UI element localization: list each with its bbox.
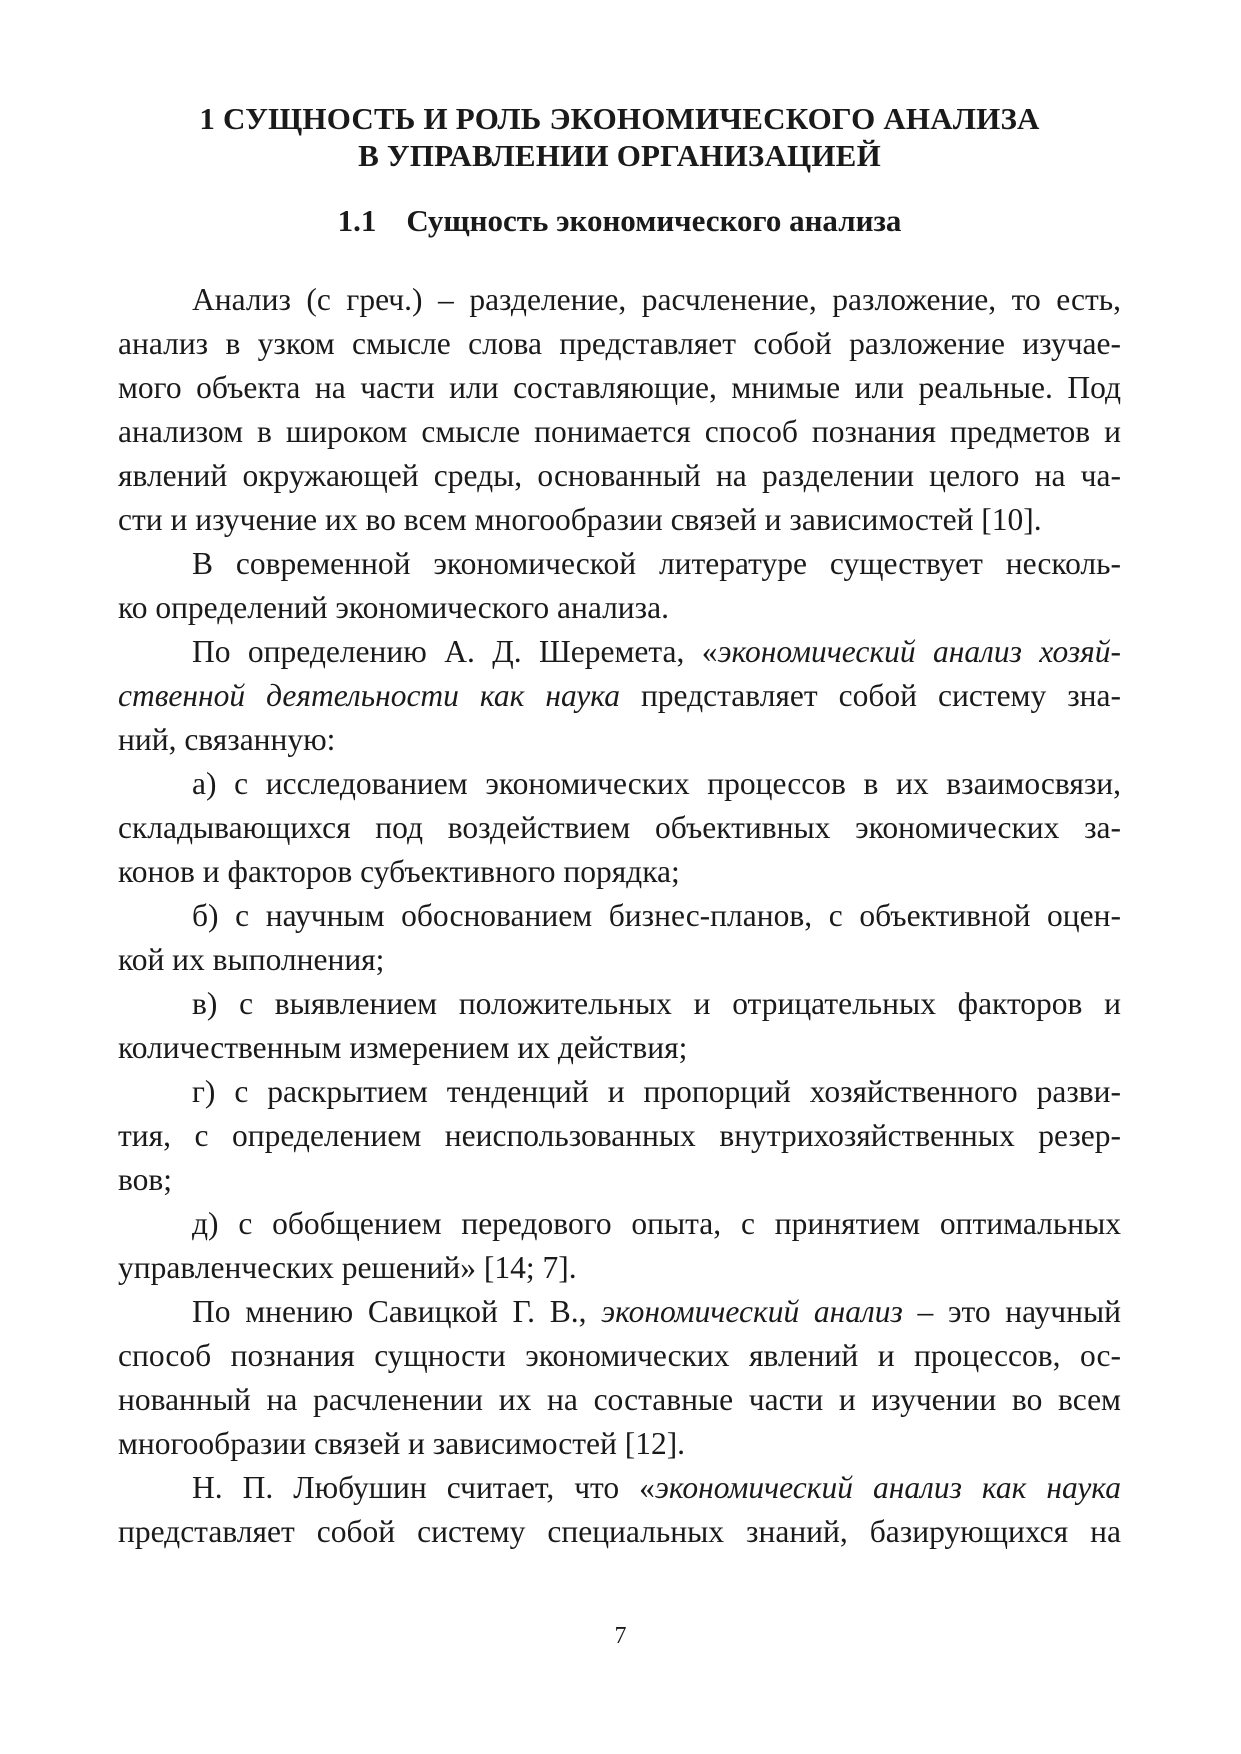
text-run: представляет собой систему зна- bbox=[619, 678, 1121, 713]
chapter-title-line-2: В УПРАВЛЕНИИ ОРГАНИЗАЦИЕЙ bbox=[358, 138, 881, 173]
text-run: По определению А. Д. Шеремета, « bbox=[192, 634, 718, 669]
emphasis-text: экономический анализ bbox=[601, 1294, 903, 1329]
text-run: Н. П. Любушин считает, что « bbox=[192, 1470, 655, 1505]
text-line: анализ в узком смысле слова представляет собой разложение изучае- bbox=[118, 326, 1121, 361]
text-line: тия, с определением неиспользованных внутрихозяйственных резер- bbox=[118, 1118, 1121, 1153]
list-item-a bbox=[118, 762, 1121, 894]
text-line: Анализ (с греч.) – разделение, расчленение, разложение, то есть, bbox=[192, 282, 1121, 317]
text-line: нованный на расчленении их на составные части и изучении во всем bbox=[118, 1382, 1121, 1417]
text-line: б) с научным обоснованием бизнес-планов, с объективной оцен- bbox=[192, 898, 1121, 933]
text-line: В современной экономической литературе существует несколь- bbox=[192, 546, 1121, 581]
list-item-g bbox=[118, 1070, 1121, 1202]
text-line: способ познания сущности экономических явлений и процессов, ос- bbox=[118, 1338, 1121, 1373]
emphasis-text: экономический анализ как наука bbox=[654, 1470, 1121, 1505]
section-title bbox=[118, 202, 1121, 240]
text-line: сти и изучение их во всем многообразии связей и зависимостей [10]. bbox=[118, 502, 1042, 537]
text-line: мого объекта на части или составляющие, мнимые или реальные. Под bbox=[118, 370, 1121, 405]
text-line: явлений окружающей среды, основанный на разделении целого на ча- bbox=[118, 458, 1121, 493]
text-line: а) с исследованием экономических процессов в их взаимосвязи, bbox=[192, 766, 1121, 801]
text-line: д) с обобщением передового опыта, с принятием оптимальных bbox=[192, 1206, 1121, 1241]
document-page bbox=[118, 100, 1121, 1554]
paragraph-analysis-definition bbox=[118, 278, 1121, 542]
text-line bbox=[118, 1466, 1121, 1510]
section-number: 1.1 bbox=[337, 203, 377, 238]
text-line: представляет собой систему специальных знаний, базирующихся на bbox=[118, 1514, 1121, 1549]
list-item-d bbox=[118, 1202, 1121, 1290]
paragraph-savitskaya bbox=[118, 1290, 1121, 1466]
text-line: конов и факторов субъективного порядка; bbox=[118, 854, 680, 889]
emphasis-text: ственной деятельности как наука bbox=[118, 678, 620, 713]
text-run: По мнению Савицкой Г. В., bbox=[192, 1294, 602, 1329]
text-line: управленческих решений» [14; 7]. bbox=[118, 1250, 577, 1285]
list-item-b bbox=[118, 894, 1121, 982]
section-title-text: Сущность экономического анализа bbox=[406, 203, 902, 238]
text-line: вов; bbox=[118, 1162, 173, 1197]
paragraph-sheremet bbox=[118, 630, 1121, 762]
text-line: ний, связанную: bbox=[118, 722, 336, 757]
text-line: анализом в широком смысле понимается способ познания предметов и bbox=[118, 414, 1121, 449]
paragraph-modern-literature bbox=[118, 542, 1121, 630]
paragraph-lyubushin bbox=[118, 1466, 1121, 1554]
text-line: ко определений экономического анализа. bbox=[118, 590, 669, 625]
list-item-v bbox=[118, 982, 1121, 1070]
emphasis-text: экономический анализ хозяй- bbox=[717, 634, 1121, 669]
body-text bbox=[118, 278, 1121, 1554]
page-number: 7 bbox=[614, 1623, 627, 1649]
text-line bbox=[118, 630, 1121, 674]
text-line: в) с выявлением положительных и отрицательных факторов и bbox=[192, 986, 1121, 1021]
text-line bbox=[118, 674, 1121, 718]
text-line: складывающихся под воздействием объективных экономических за- bbox=[118, 810, 1121, 845]
chapter-title-line-1: 1 СУЩНОСТЬ И РОЛЬ ЭКОНОМИЧЕСКОГО АНАЛИЗА bbox=[199, 101, 1040, 136]
chapter-title bbox=[118, 100, 1121, 174]
text-line: количественным измерением их действия; bbox=[118, 1030, 688, 1065]
text-line: г) с раскрытием тенденций и пропорций хозяйственного разви- bbox=[192, 1074, 1121, 1109]
text-line: многообразии связей и зависимостей [12]. bbox=[118, 1426, 686, 1461]
text-line bbox=[118, 1290, 1121, 1334]
text-line: кой их выполнения; bbox=[118, 942, 385, 977]
text-run: – это научный bbox=[902, 1294, 1122, 1329]
